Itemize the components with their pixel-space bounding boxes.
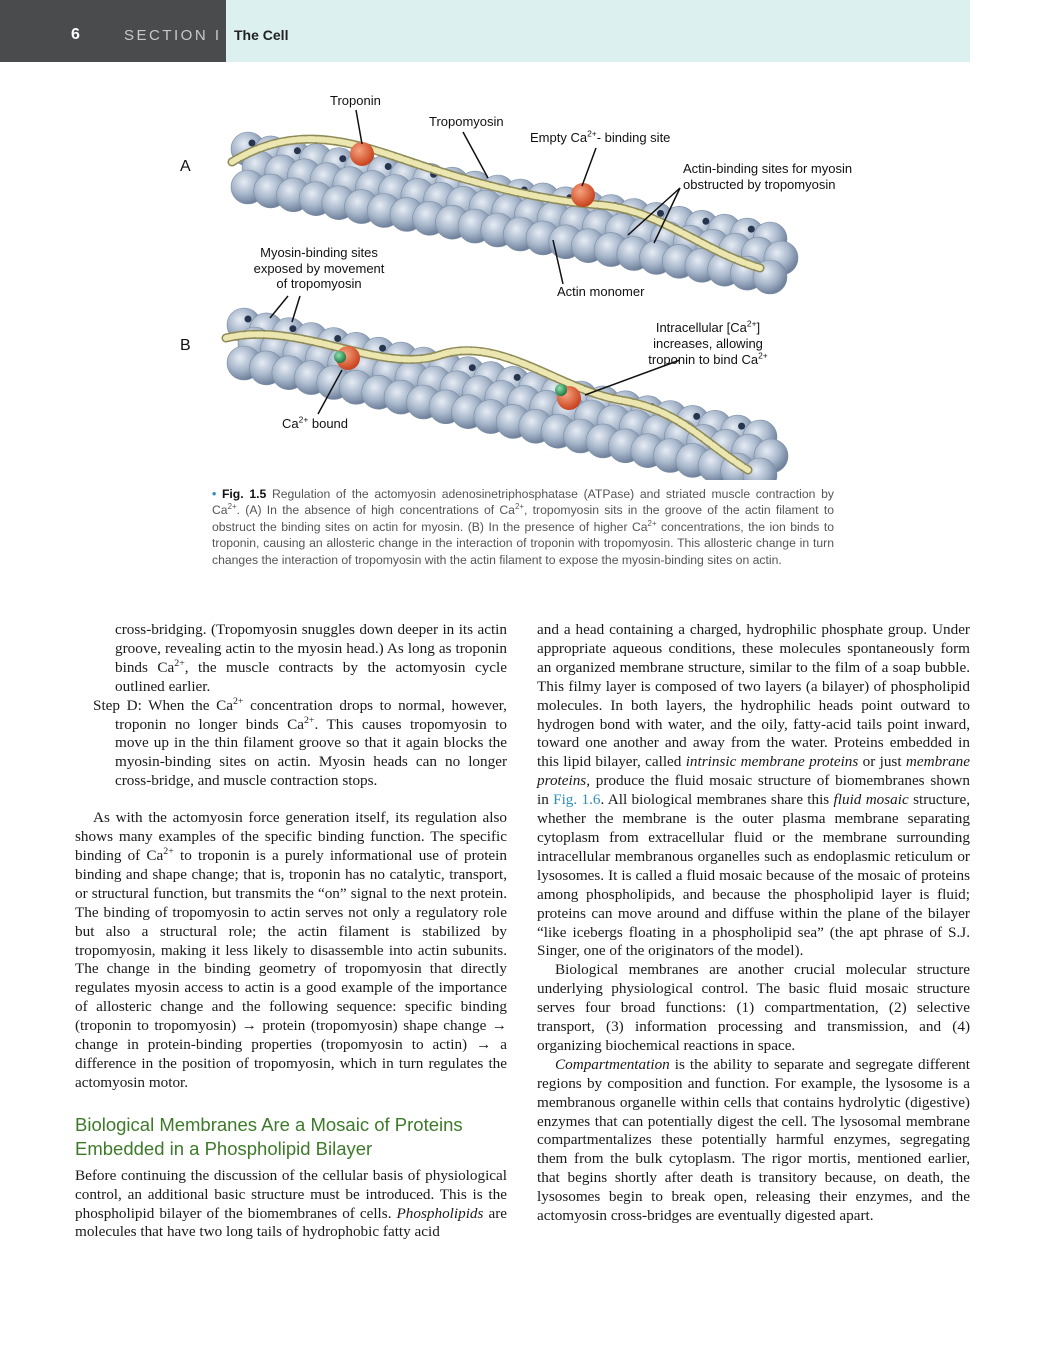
myosin-binding-site-icon <box>748 226 755 233</box>
tropomyosin-label: Tropomyosin <box>429 114 504 129</box>
panel-b-label: B <box>180 337 191 354</box>
right-column <box>537 621 970 1226</box>
myosin-binding-site-icon <box>379 345 386 352</box>
chapter-title: The Cell <box>234 27 289 43</box>
paragraph-step-d: Step D: When the $Ca^{2+}$ concentration drops to normal, however, troponin no longer binds $Ca^{2+}$. This causes tropomyosin to move up in the thin filament groove so that it again blocks the myosin-binding sites on actin. Myosin heads can no longer cross-bridge, and muscle contraction stops. <box>93 695 507 790</box>
paragraph-regulation: As with the actomyosin force generation itself, its regulation also shows many examples of the specific binding function. The specific binding of $Ca^{2+}$ to troponin is a purely informational use of protein binding and shape change; that is, troponin has no catalytic, transport, or structural function, but transmits the “on” signal to the next protein. The binding of tropomyosin to actin serves not only a regulatory role but also a structural role; the actin filament is stabilized by tropomyosin, making it less likely to disassemble into actin subunits. The change in the binding geometry of tropomyosin that directly regulates myosin access to actin is a good example of the importance of allosteric change and the following sequence: specific binding (troponin to tropomyosin) → protein (tropomyosin) shape change → change in protein-binding properties (tropomyosin to actin) → a difference in the position of tropomyosin, which in turn regulates the actomyosin motor. <box>75 809 507 1091</box>
section-heading: Biological Membranes Are a Mosaic of Proteins Embedded in a Phospholipid Bilayer <box>75 1113 463 1159</box>
page-number: 6 <box>71 26 80 43</box>
myosin-binding-site-icon <box>693 413 700 420</box>
calcium-ion-icon <box>555 384 567 396</box>
left-column <box>75 621 507 1242</box>
myosin-binding-site-icon <box>249 140 256 147</box>
myosin-binding-site-icon <box>385 163 392 170</box>
myosin-binding-site-icon <box>245 316 252 323</box>
figure-number: Fig. 1.5 <box>221 487 267 501</box>
myosin-binding-site-icon <box>334 335 341 342</box>
figure-reference-link[interactable]: Fig. 1.6 <box>553 791 601 809</box>
figure-actomyosin-regulation <box>0 80 1052 480</box>
section-label: SECTION I <box>124 27 222 44</box>
actin-binding-sites-label: Actin-binding sites for myosin obstructed by tropomyosin <box>683 161 853 192</box>
filament-illustration <box>0 80 1052 480</box>
myosin-binding-site-icon <box>469 364 476 371</box>
myosin-binding-site-icon <box>294 147 301 154</box>
empty-ca-site-label: Empty $Ca^{2+}-$ binding site <box>530 128 671 145</box>
myosin-binding-site-icon <box>339 155 346 162</box>
caption-bullet: • <box>212 487 217 501</box>
paragraph-membranes-intro: Before continuing the discussion of the cellular basis of physiological control, an additional basic structure must be introduced. This is the phospholipid bilayer of the biomembranes of cells. Phospholipids are molecules that have two long tails of hydrophobic fatty acid <box>75 1166 507 1241</box>
figure-caption: • Fig. 1.5 Regulation of the actomyosin adenosinetriphosphatase (ATPase) and striated muscle contraction by $Ca^{2+}$. (A) In the absence of high concentrations of $Ca^{2+}$, tropomyosin sits in the groove of the actin filament to obstruct the binding sites on actin for myosin. (B) In the presence of higher $Ca^{2+}$ concentrations, the ion binds to troponin, causing an allosteric change in the interaction of troponin with tropomyosin. This allosteric change in turn changes the interaction of tropomyosin with the actin filament to expose the myosin-binding sites on actin. <box>212 487 834 567</box>
myosin-binding-site-icon <box>289 325 296 332</box>
header-title-band <box>226 0 970 62</box>
paragraph-functions: Biological membranes are another crucial molecular structure underlying physiological control. The basic fluid mosaic structure serves four broad functions: (1) compartmentation, (2) selective transport, (3) information processing and transmission, and (4) organizing biochemical reactions in space. <box>537 961 970 1054</box>
intracellular-ca-label: Intracellular $[Ca^{2+}]$ increases, allowing troponin to bind $Ca^{2+}$ <box>648 318 768 367</box>
actin-monomer-label: Actin monomer <box>557 284 645 299</box>
myosin-binding-sites-label: Myosin-binding sites exposed by movement of tropomyosin <box>253 245 385 291</box>
calcium-ion-icon <box>334 351 346 363</box>
ca-bound-label: $Ca^{2+}$ bound <box>282 414 349 431</box>
troponin-icon <box>350 142 374 166</box>
myosin-binding-site-icon <box>657 210 664 217</box>
myosin-binding-site-icon <box>514 374 521 381</box>
myosin-binding-site-icon <box>738 423 745 430</box>
paragraph-bilayer: and a head containing a charged, hydrophilic phosphate group. Under appropriate aqueous conditions, these molecules spontaneously form an organized membrane structure, similar to the film of a soap bubble. This filmy layer is composed of two layers (a bilayer) of phospholipid molecules. In both layers, the hydrophilic heads point outward to hydrogen bond with water, and the oily, fatty-acid tails point inward, toward one another and away from the water. Proteins embedded in this lipid bilayer, called intrinsic membrane proteins or just membrane proteins, produce the fluid mosaic structure of biomembranes shown in Fig. 1.6. All biological membranes share this fluid mosaic structure, whether the membrane is the outer plasma membrane separating cytoplasm from extracellular fluid or the membrane surrounding intracellular membranous organelles such as endoplasmic reticulum or lysosomes. It is called a fluid mosaic because of the mosaic of proteins among phospholipids, and because the phospholipid layer is fluid; proteins can move around and diffuse within the plane of the bilayer “like icebergs floating in a phospholipid sea” (the apt phrase of S.J. Singer, one of the originators of the model). <box>537 621 971 960</box>
paragraph-step-c-end: cross-bridging. (Tropomyosin snuggles down deeper in its actin groove, revealing actin to the myosin head.) As long as troponin binds $Ca^{2+}$, the muscle contracts by the actomyosin cycle outlined earlier. <box>115 621 507 695</box>
panel-a-label: A <box>180 158 191 175</box>
troponin-label: Troponin <box>330 93 381 108</box>
myosin-binding-site-icon <box>702 218 709 225</box>
paragraph-compartmentation: Compartmentation is the ability to separate and segregate different regions by composition and function. For example, the lysosome is a membranous organelle within cells that contains hydrolytic (digestive) enzymes that can potentially digest the cell. The lysosomal membrane compartmentalizes these potentially harmful enzymes, segregating them from the bulk cytoplasm. The rigor mortis, mentioned earlier, that begins shortly after death is transitory because, on death, the lysosomes begin to break open, releasing their enzymes, and the actomyosin cross-bridges are eventually digested apart. <box>537 1055 970 1225</box>
troponin-icon <box>571 183 595 207</box>
